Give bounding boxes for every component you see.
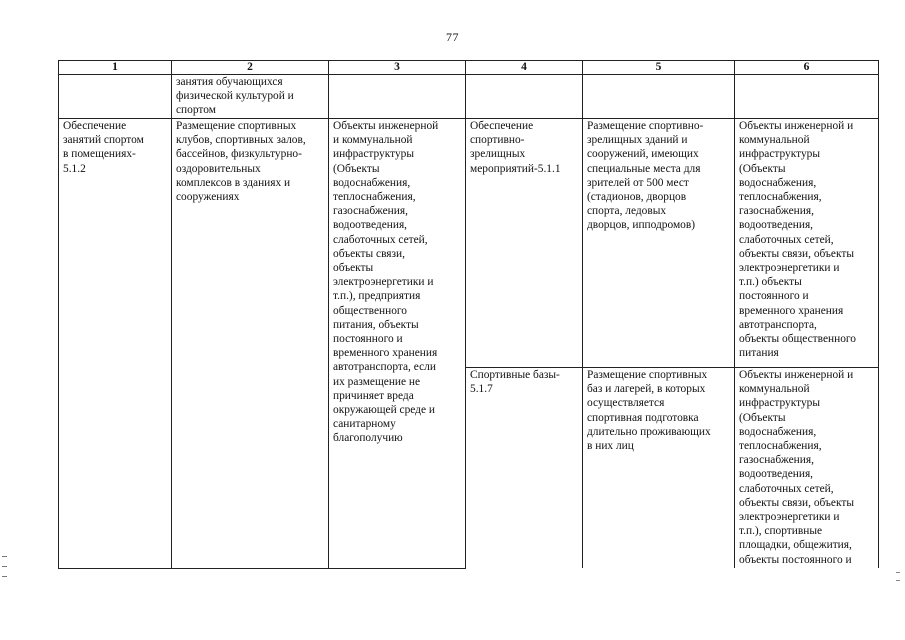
column-header-2: 2 [172, 61, 329, 75]
cell-text-conditional-use-type: Обеспечение спортивно- зрелищных мероприятий-5.1.1 [470, 120, 561, 175]
table-row [59, 75, 879, 119]
table-cell [466, 75, 583, 119]
table-header-row [59, 61, 879, 75]
cell-text-continued-description: занятия обучающихся физической культурой и спортом [176, 76, 294, 117]
table-row [59, 119, 879, 368]
scan-edge-mark [2, 556, 7, 557]
table-cell [735, 368, 879, 569]
table-cell [172, 75, 329, 119]
cell-text-conditional-use-type: Спортивные базы- 5.1.7 [470, 369, 560, 396]
table-cell [466, 368, 583, 569]
table-cell [466, 119, 583, 368]
column-header-6: 6 [735, 61, 879, 75]
table-cell [172, 119, 329, 569]
cell-text-conditional-use-description: Размещение спортивных баз и лагерей, в которых осуществляется спортивная подготовка длительно проживающих в них лиц [587, 369, 711, 453]
table-cell [329, 119, 466, 569]
land-use-table [58, 60, 879, 569]
table-cell [583, 75, 735, 119]
cell-text-main-use-description: Размещение спортивных клубов, спортивных залов, бассейнов, физкультурно- оздоровительных комплексов в зданиях и сооружениях [176, 120, 306, 204]
table-cell [735, 75, 879, 119]
table-cell [735, 119, 879, 368]
cell-text-conditional-use-description: Размещение спортивно- зрелищных зданий и сооружений, имеющих специальные места для зрителей от 500 мест (стадионов, дворцов спорта, ледовых дворцов, ипподромов) [587, 120, 704, 232]
cell-text-conditional-auxiliary-uses: Объекты инженерной и коммунальной инфраструктуры (Объекты водоснабжения, теплоснабжения, газоснабжения, водоотведения, слаботочных сетей, объекты связи, объекты электроэнергетики и т.п.), спортивные площадки, общежития, объекты постоянного и [739, 369, 854, 566]
scan-edge-mark [2, 566, 7, 567]
scan-edge-mark [896, 572, 900, 573]
cell-text-main-use-type: Обеспечение занятий спортом в помещениях- 5.1.2 [63, 120, 144, 175]
column-header-3: 3 [329, 61, 466, 75]
cell-text-conditional-auxiliary-uses: Объекты инженерной и коммунальной инфраструктуры (Объекты водоснабжения, теплоснабжения, газоснабжения, водоотведения, слаботочных сетей, объекты связи, объекты электроэнергетики и т.п.) объекты постоянного и временного хранения автотранспорта, объекты общественного питания [739, 120, 856, 360]
column-header-5: 5 [583, 61, 735, 75]
column-header-1: 1 [59, 61, 172, 75]
table-cell [329, 75, 466, 119]
scan-edge-mark [896, 580, 900, 581]
column-header-4: 4 [466, 61, 583, 75]
table-cell [583, 368, 735, 569]
page-number: 77 [446, 30, 459, 44]
table-cell [59, 119, 172, 569]
cell-text-auxiliary-uses: Объекты инженерной и коммунальной инфраструктуры (Объекты водоснабжения, теплоснабжения, газоснабжения, водоотведения, слаботочных сетей, объекты связи, объекты электроэнергетики и т.п.), предприятия общественного питания, объекты постоянного и временного хранения автотранспорта, если их размещение не причиняет вреда окружающей среде и санитарному благополучию [333, 120, 439, 445]
scan-edge-mark [2, 576, 7, 577]
table-cell [59, 75, 172, 119]
table-cell [583, 119, 735, 368]
